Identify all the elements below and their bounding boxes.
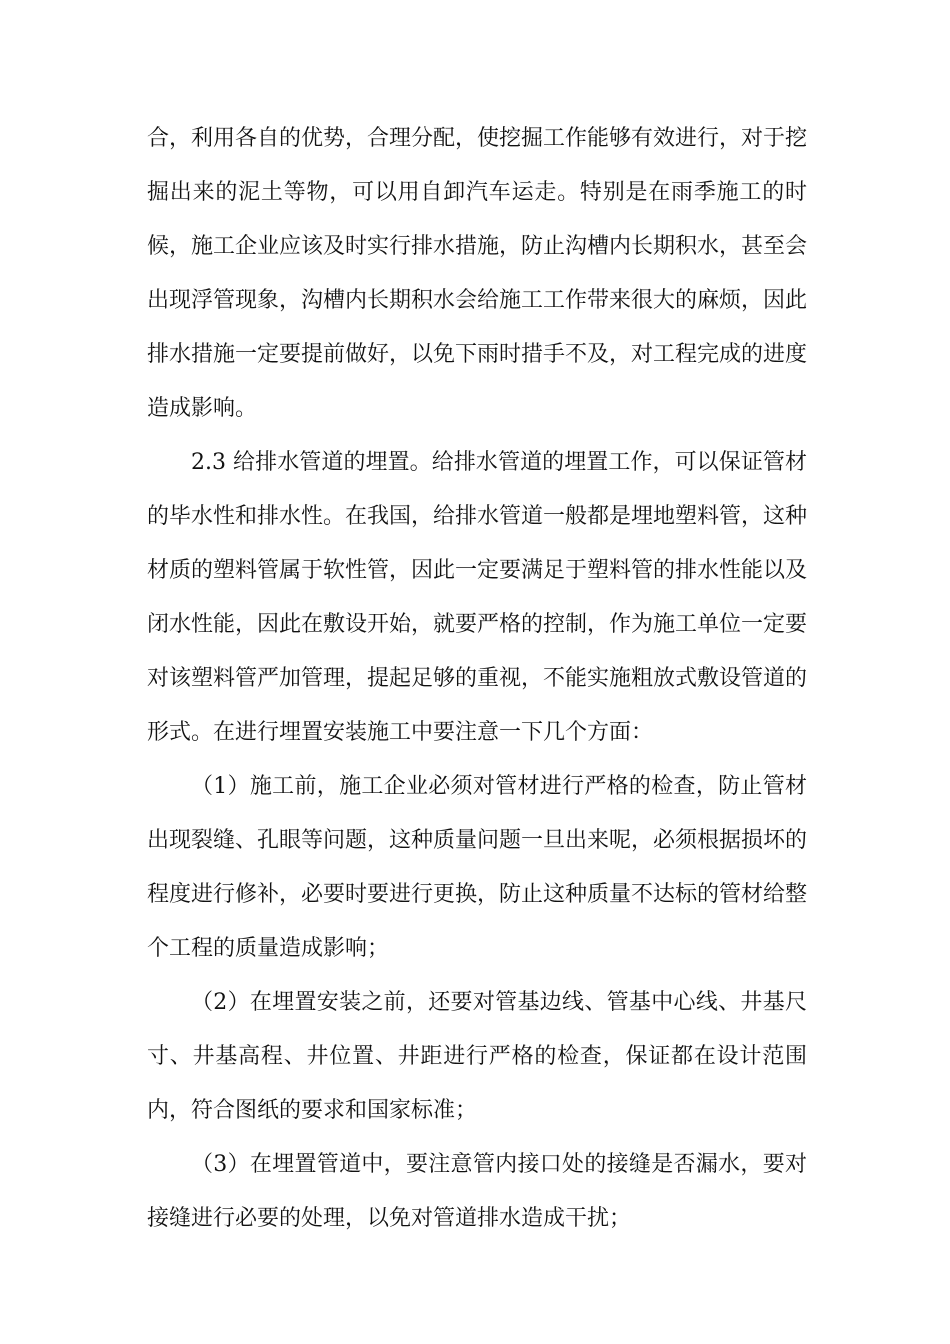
paragraph-continuation: 合，利用各自的优势，合理分配，使挖掘工作能够有效进行，对于挖掘出来的泥土等物，可以用自卸汽车运走。特别是在雨季施工的时候，施工企业应该及时实行排水措施，防止沟槽内长期积水，甚至会出现浮管现象，沟槽内长期积水会给施工工作带来很大的麻烦，因此排水措施一定要提前做好，以免下雨时措手不及，对工程完成的进度造成影响。 bbox=[147, 126, 808, 421]
paragraph-section-2-3: 2.3 给排水管道的埋置。给排水管道的埋置工作，可以保证管材的毕水性和排水性。在我国，给排水管道一般都是埋地塑料管，这种材质的塑料管属于软性管，因此一定要满足于塑料管的排水性能以及闭水性能，因此在敷设开始，就要严格的控制，作为施工单位一定要对该塑料管严加管理，提起足够的重视，不能实施粗放式敷设管道的形式。在进行埋置安装施工中要注意一下几个方面： bbox=[147, 450, 808, 745]
paragraph-item-2: （2）在埋置安装之前，还要对管基边线、管基中心线、井基尺寸、井基高程、井位置、井距进行严格的检查，保证都在设计范围内，符合图纸的要求和国家标准； bbox=[147, 990, 807, 1123]
document-body bbox=[147, 112, 807, 1246]
paragraph-item-3: （3）在埋置管道中，要注意管内接口处的接缝是否漏水，要对接缝进行必要的处理，以免对管道排水造成干扰； bbox=[147, 1152, 807, 1231]
paragraph-item-1: （1）施工前，施工企业必须对管材进行严格的检查，防止管材出现裂缝、孔眼等问题，这种质量问题一旦出来呢，必须根据损坏的程度进行修补，必要时要进行更换，防止这种质量不达标的管材给整个工程的质量造成影响； bbox=[147, 774, 808, 961]
